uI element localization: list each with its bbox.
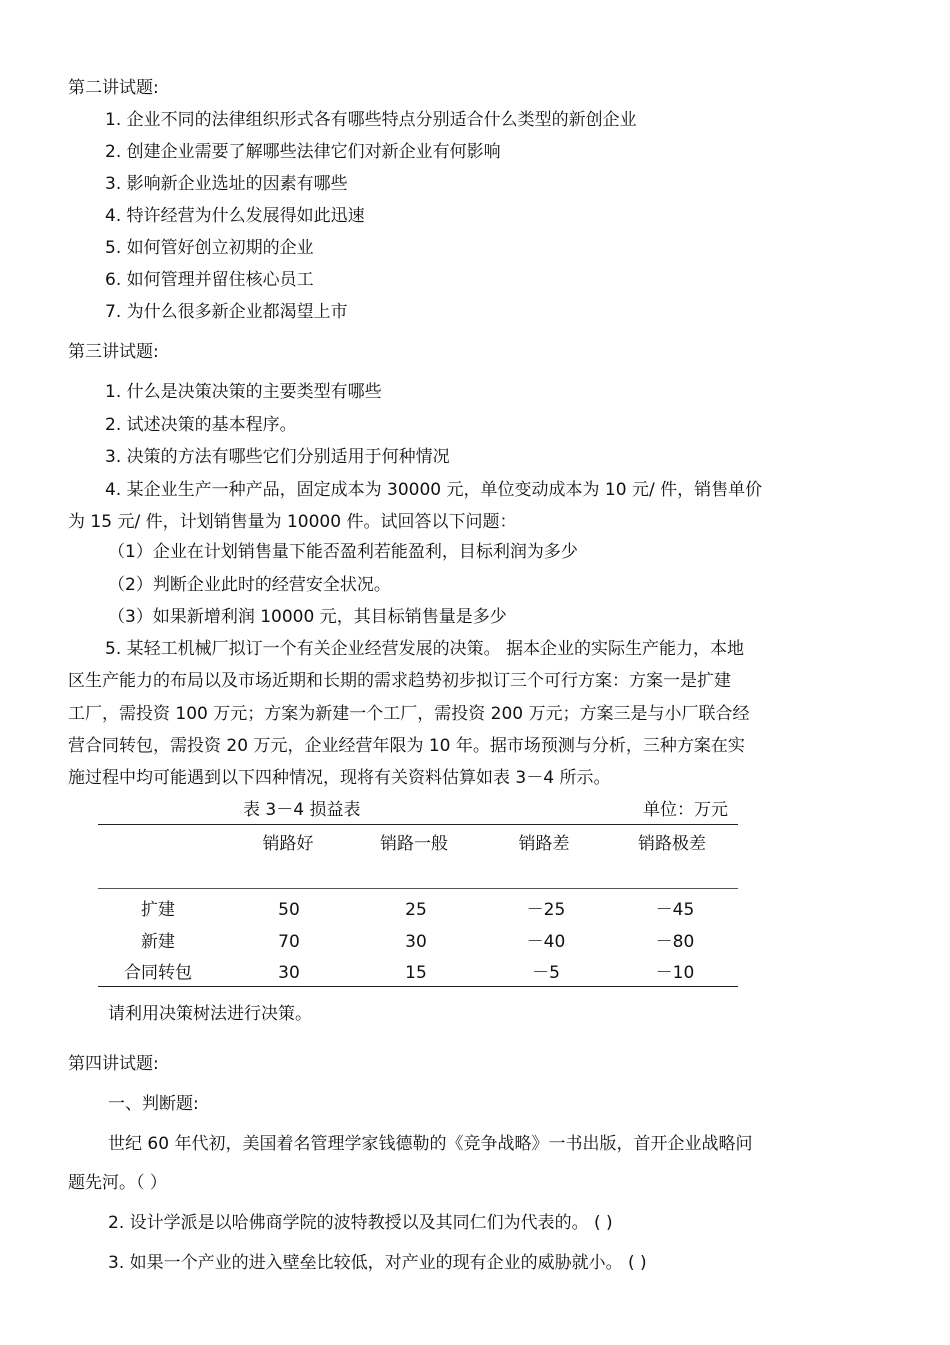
- lecture3-q5-line3: 工厂，需投资 100 万元；方案为新建一个工厂，需投资 200 万元；方案三是与小厂联合经: [68, 704, 750, 724]
- lecture2-item-4: 4. 特许经营为什么发展得如此迅速: [105, 206, 365, 226]
- lecture4-j2: 2. 设计学派是以哈佛商学院的波特教授以及其同仁们为代表的。 ( ): [108, 1213, 613, 1233]
- table-top-rule: [98, 824, 738, 825]
- table-cell: －5: [532, 963, 560, 983]
- lecture3-q4-line2: 为 15 元/ 件，计划销售量为 10000 件。试回答以下问题：: [68, 512, 517, 532]
- lecture4-j1-line2: 题先河。（ ）: [68, 1173, 167, 1193]
- lecture3-q4-sub1: （1）企业在计划销售量下能否盈利若能盈利，目标利润为多少: [108, 542, 578, 562]
- lecture3-q5-end: 请利用决策树法进行决策。: [108, 1004, 312, 1024]
- lecture2-item-6: 6. 如何管理并留住核心员工: [105, 270, 314, 290]
- table-header-very-poor: 销路极差: [638, 834, 706, 854]
- table-row-label: 新建: [141, 932, 175, 952]
- table-bottom-rule: [98, 986, 738, 987]
- table-cell: －80: [655, 932, 695, 952]
- table-cell: －45: [655, 900, 695, 920]
- table-cell: 50: [278, 900, 300, 920]
- table-mid-rule: [98, 888, 738, 889]
- lecture3-heading: 第三讲试题:: [68, 342, 159, 362]
- table-cell: 30: [278, 963, 300, 983]
- table-cell: 30: [405, 932, 427, 952]
- lecture3-q5-line5: 施过程中均可能遇到以下四种情况，现将有关资料估算如表 3－4 所示。: [68, 768, 611, 788]
- lecture2-item-5: 5. 如何管好创立初期的企业: [105, 238, 314, 258]
- table-unit: 单位：万元: [643, 800, 728, 820]
- table-cell: 15: [405, 963, 427, 983]
- table-cell: －25: [526, 900, 566, 920]
- table-row-label: 合同转包: [124, 963, 192, 983]
- lecture2-item-3: 3. 影响新企业选址的因素有哪些: [105, 174, 348, 194]
- lecture2-item-1: 1. 企业不同的法律组织形式各有哪些特点分别适合什么类型的新创企业: [105, 110, 637, 130]
- lecture4-j3: 3. 如果一个产业的进入壁垒比较低，对产业的现有企业的威胁就小。 ( ): [108, 1253, 647, 1273]
- lecture4-heading: 第四讲试题:: [68, 1054, 159, 1074]
- table-cell: 25: [405, 900, 427, 920]
- lecture3-q5-line4: 营合同转包，需投资 20 万元，企业经营年限为 10 年。据市场预测与分析，三种方案在实: [68, 736, 745, 756]
- lecture3-q5-line2: 区生产能力的布局以及市场近期和长期的需求趋势初步拟订三个可行方案：方案一是扩建: [68, 671, 731, 691]
- lecture3-q4-sub2: （2）判断企业此时的经营安全状况。: [108, 575, 391, 595]
- lecture3-q3: 3. 决策的方法有哪些它们分别适用于何种情况: [105, 447, 450, 467]
- table-header-good: 销路好: [262, 834, 314, 854]
- lecture3-q2: 2. 试述决策的基本程序。: [105, 415, 297, 435]
- table-cell: 70: [278, 932, 300, 952]
- lecture3-q4-line1: 4. 某企业生产一种产品，固定成本为 30000 元，单位变动成本为 10 元/ 件，销售单价: [105, 480, 763, 500]
- lecture4-j1-line1: 世纪 60 年代初，美国着名管理学家钱德勒的《竞争战略》一书出版，首开企业战略问: [108, 1134, 753, 1154]
- table-cell: －10: [655, 963, 695, 983]
- table-header-normal: 销路一般: [380, 834, 448, 854]
- lecture3-q1: 1. 什么是决策决策的主要类型有哪些: [105, 382, 382, 402]
- lecture3-q5-line1: 5. 某轻工机械厂拟订一个有关企业经营发展的决策。 据本企业的实际生产能力，本地: [105, 639, 745, 659]
- lecture4-section-judgement: 一、判断题:: [108, 1094, 199, 1114]
- lecture3-q4-sub3: （3）如果新增利润 10000 元，其目标销售量是多少: [108, 607, 507, 627]
- lecture2-item-2: 2. 创建企业需要了解哪些法律它们对新企业有何影响: [105, 142, 501, 162]
- table-header-poor: 销路差: [518, 834, 570, 854]
- table-cell: －40: [526, 932, 566, 952]
- lecture2-heading: 第二讲试题:: [68, 78, 159, 98]
- table-caption: 表 3－4 损益表: [243, 800, 361, 820]
- lecture2-item-7: 7. 为什么很多新企业都渴望上市: [105, 302, 348, 322]
- table-row-label: 扩建: [141, 900, 175, 920]
